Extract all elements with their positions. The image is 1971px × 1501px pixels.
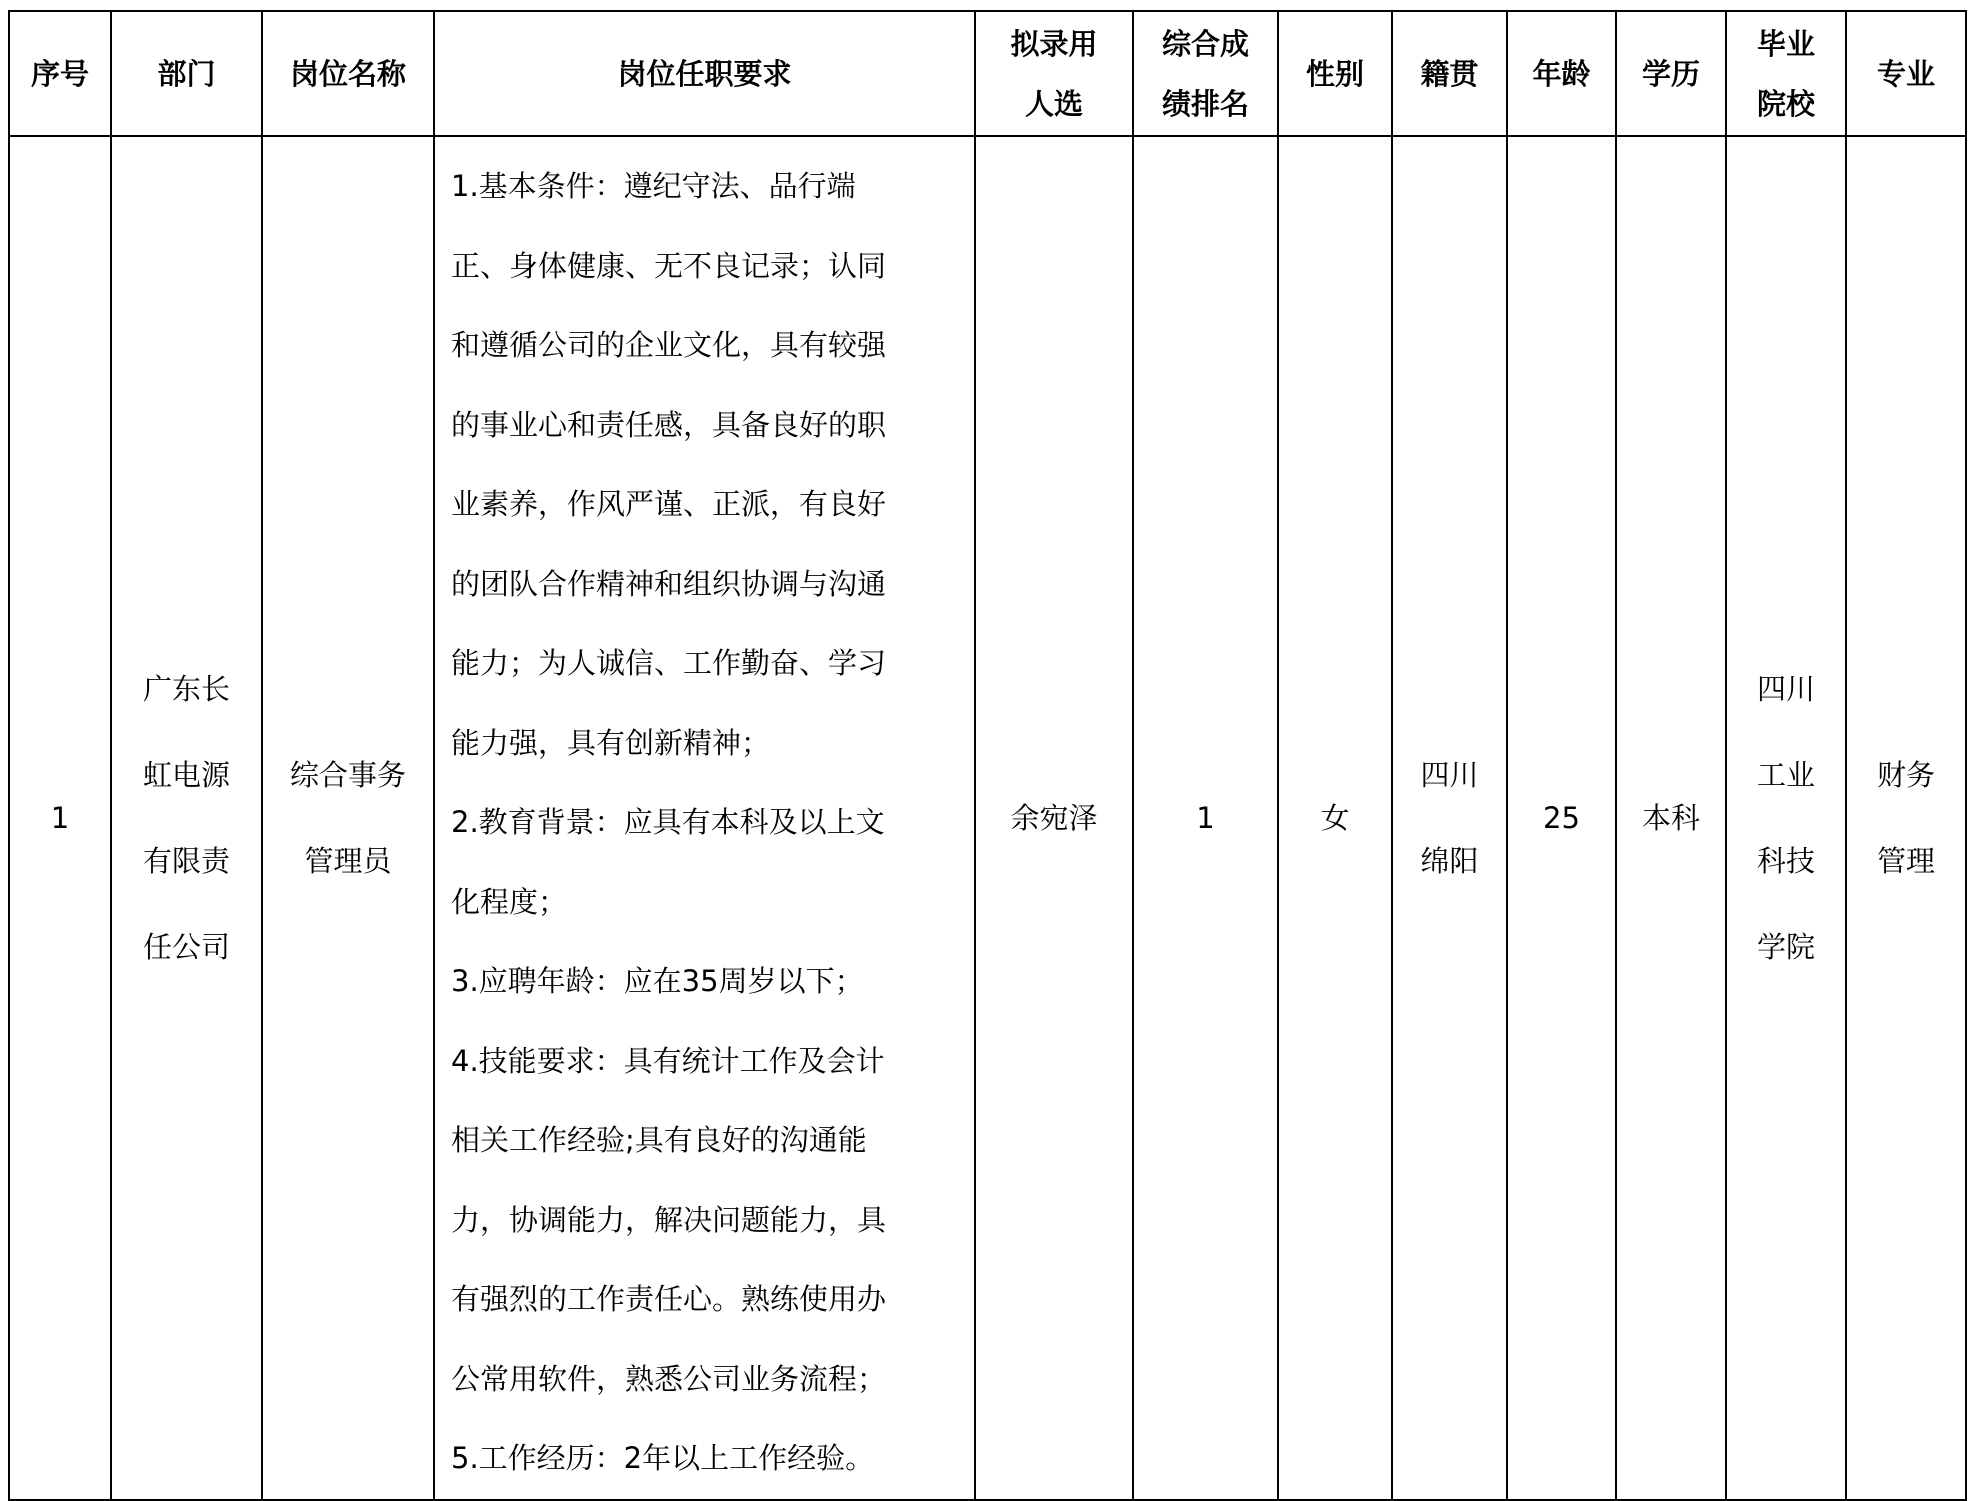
school-line: 工业	[1756, 757, 1815, 792]
major-line: 管理	[1876, 843, 1935, 878]
requirement-line: 和遵循公司的企业文化，具有较强	[451, 328, 887, 362]
requirement-line: 能力强，具有创新精神；	[451, 725, 771, 760]
header-department: 部门	[111, 11, 262, 136]
header-origin: 籍贯	[1392, 11, 1507, 136]
requirement-line: 4.技能要求：具有统计工作及会计	[451, 1043, 885, 1078]
header-position: 岗位名称	[262, 11, 434, 136]
header-candidate-line: 拟录用	[1010, 26, 1098, 61]
school-line: 科技	[1756, 843, 1815, 878]
header-index: 序号	[9, 11, 111, 136]
requirement-line: 2.教育背景：应具有本科及以上文	[451, 805, 885, 839]
requirement-line: 化程度；	[451, 884, 568, 919]
header-rank-line: 绩排名	[1161, 86, 1249, 121]
cell-position	[262, 136, 434, 1500]
header-candidate-line: 人选	[1024, 86, 1083, 121]
department-line: 任公司	[142, 929, 230, 964]
cell-school	[1726, 136, 1846, 1500]
cell-department	[111, 136, 262, 1500]
requirement-line: 1.基本条件：遵纪守法、品行端	[451, 169, 856, 203]
requirement-line: 相关工作经验;具有良好的沟通能	[451, 1123, 867, 1157]
header-education: 学历	[1616, 11, 1726, 136]
header-school-line: 院校	[1756, 86, 1815, 121]
requirement-line: 业素养，作风严谨、正派，有良好	[451, 487, 887, 521]
header-rank	[1133, 11, 1278, 136]
requirement-line: 有强烈的工作责任心。熟练使用办	[451, 1282, 887, 1316]
requirement-line: 正、身体健康、无不良记录；认同	[451, 248, 887, 283]
header-age: 年龄	[1507, 11, 1616, 136]
cell-age: 25	[1507, 136, 1616, 1500]
header-major: 专业	[1846, 11, 1966, 136]
recruitment-table	[8, 10, 1967, 1501]
requirement-line: 的事业心和责任感，具备良好的职	[451, 407, 887, 442]
requirement-line: 3.应聘年龄：应在35周岁以下；	[451, 964, 864, 998]
header-school-line: 毕业	[1756, 26, 1815, 61]
cell-index: 1	[9, 136, 111, 1500]
school-line: 学院	[1756, 929, 1815, 964]
requirement-line: 的团队合作精神和组织协调与沟通	[451, 566, 887, 601]
major-line: 财务	[1876, 757, 1935, 792]
origin-line: 四川	[1420, 757, 1479, 792]
cell-candidate: 余宛泽	[975, 136, 1133, 1500]
header-gender: 性别	[1278, 11, 1392, 136]
header-school	[1726, 11, 1846, 136]
department-line: 广东长	[142, 671, 230, 706]
department-line: 虹电源	[142, 757, 230, 792]
requirement-line: 5.工作经历：2年以上工作经验。	[451, 1441, 875, 1475]
requirement-line: 力，协调能力，解决问题能力，具	[451, 1202, 887, 1237]
requirement-line: 能力；为人诚信、工作勤奋、学习	[451, 646, 887, 680]
requirement-line: 公常用软件，熟悉公司业务流程；	[451, 1361, 887, 1396]
cell-gender: 女	[1278, 136, 1392, 1500]
school-line: 四川	[1756, 671, 1815, 706]
header-requirements: 岗位任职要求	[434, 11, 975, 136]
position-line: 综合事务	[289, 757, 406, 792]
header-rank-line: 综合成	[1161, 26, 1249, 61]
cell-rank: 1	[1133, 136, 1278, 1500]
department-line: 有限责	[142, 843, 230, 878]
table-row	[9, 136, 1966, 1500]
header-row	[9, 11, 1966, 136]
cell-major	[1846, 136, 1966, 1500]
header-candidate	[975, 11, 1133, 136]
cell-requirements	[434, 136, 975, 1500]
cell-education: 本科	[1616, 136, 1726, 1500]
cell-origin	[1392, 136, 1507, 1500]
origin-line: 绵阳	[1420, 843, 1479, 878]
position-line: 管理员	[304, 843, 392, 878]
